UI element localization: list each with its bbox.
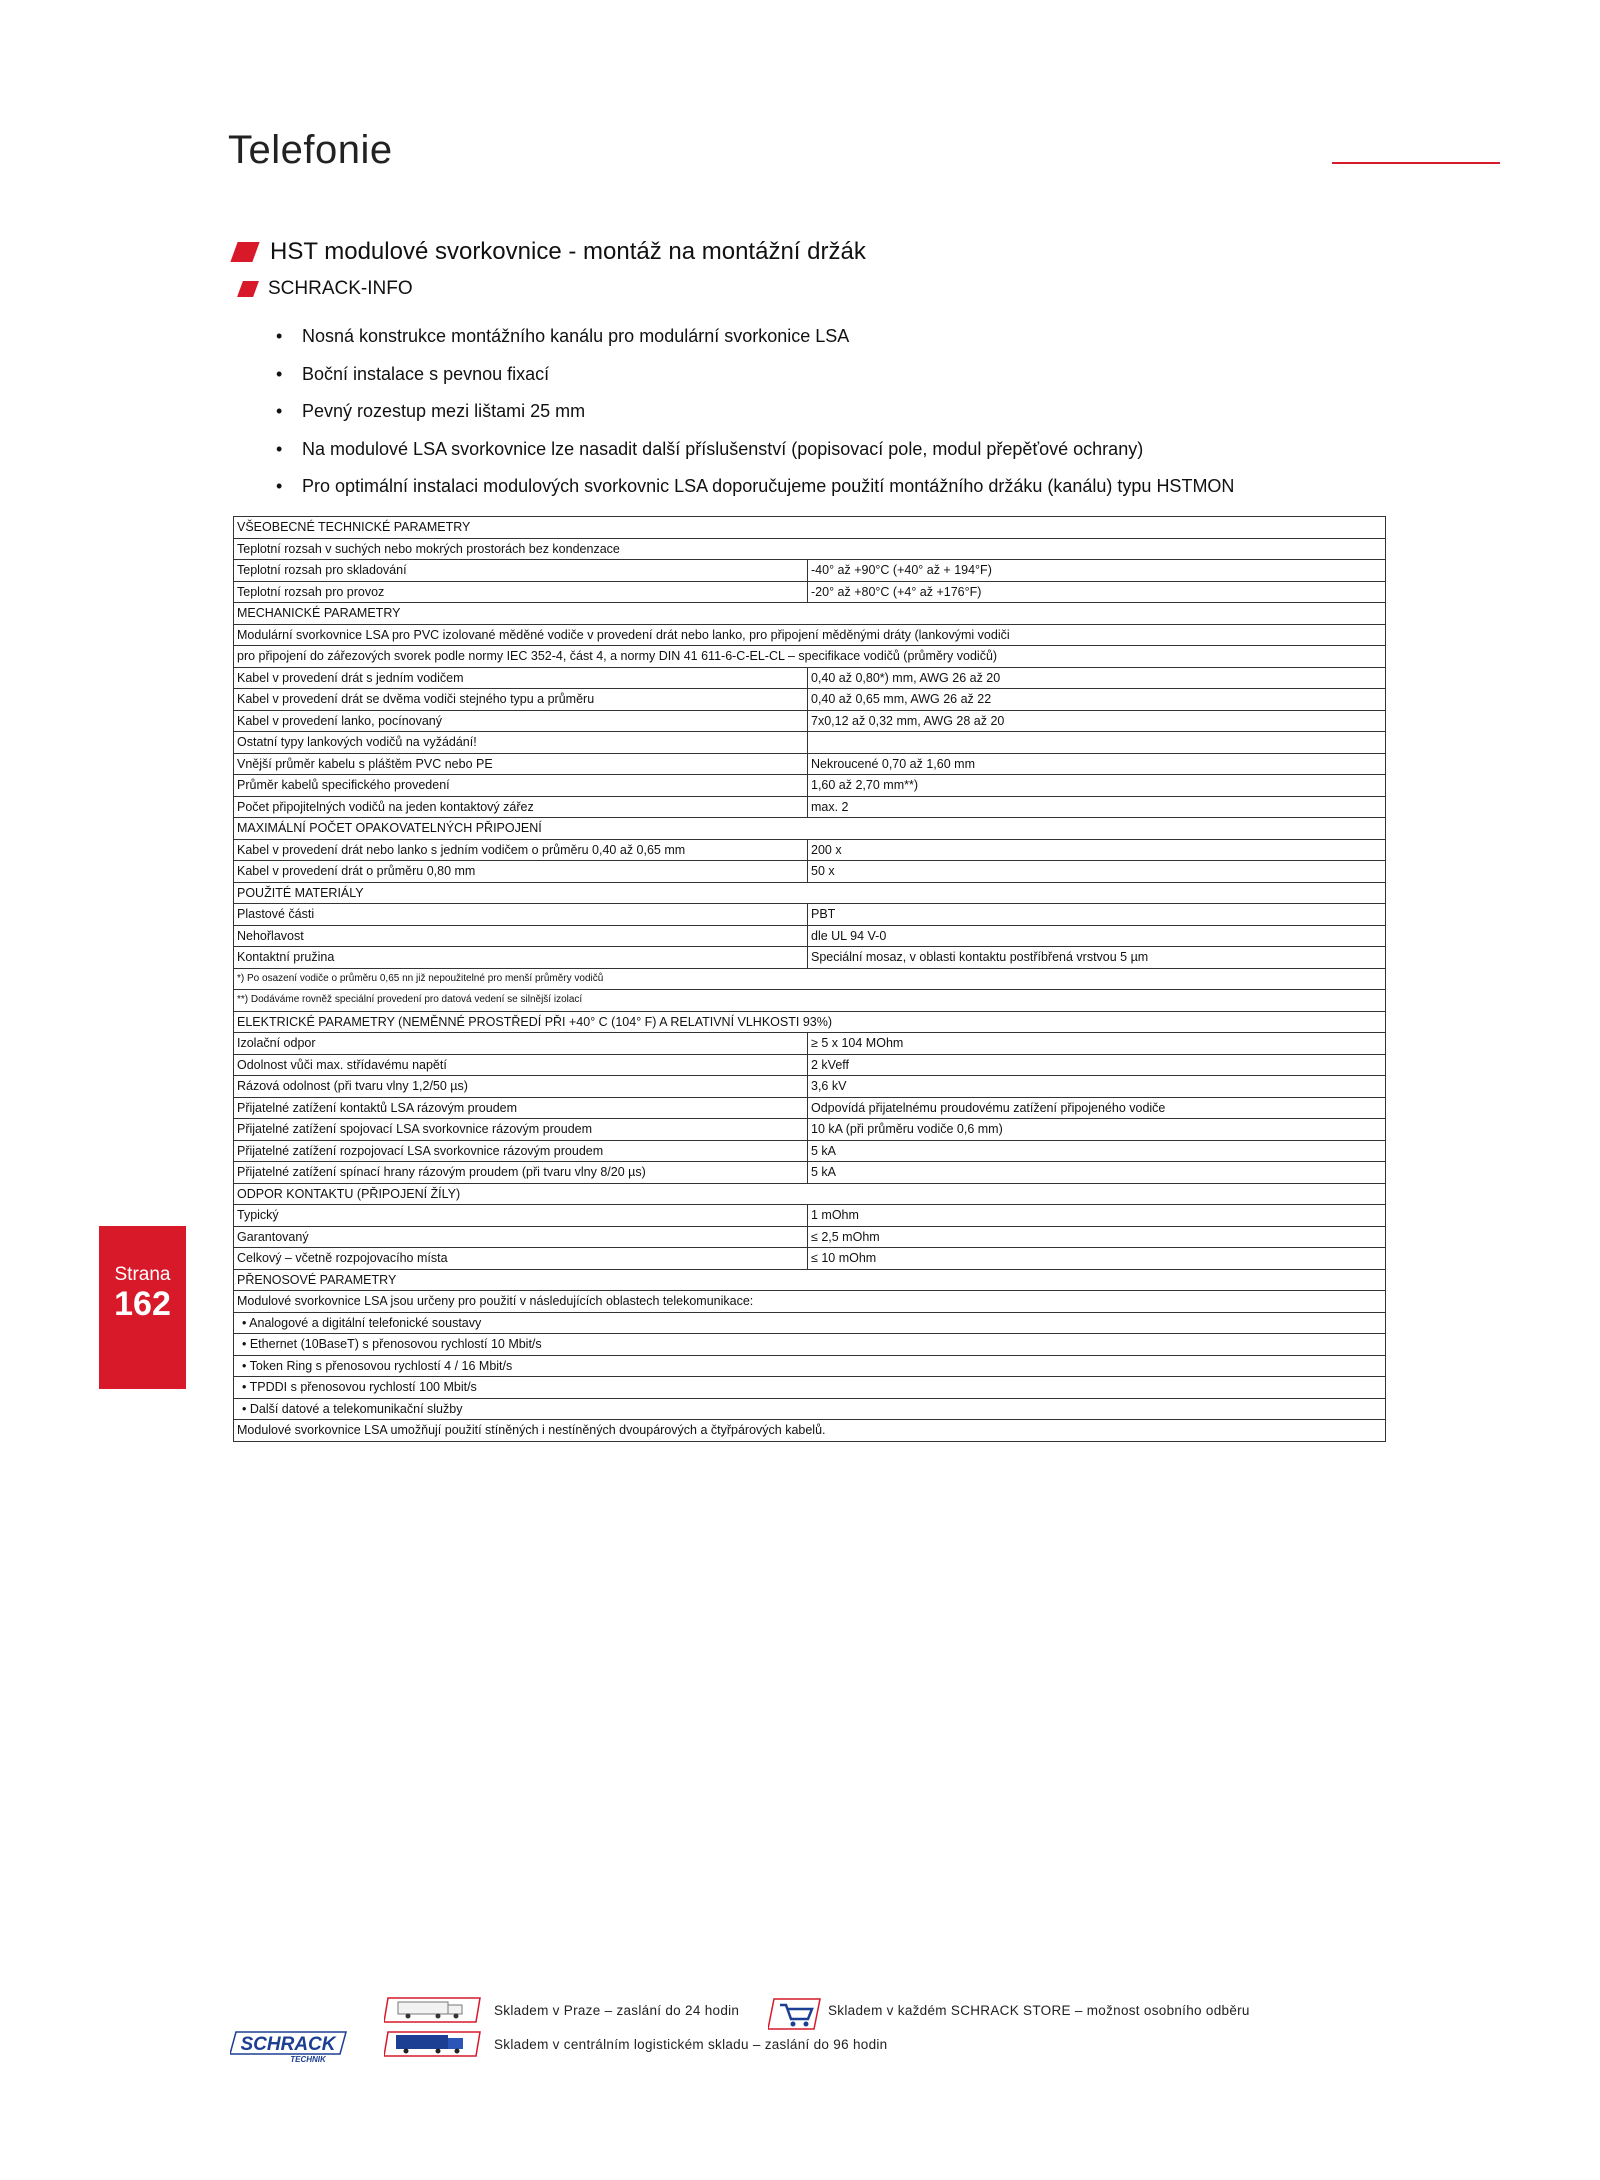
parameter-cell: Kabel v provedení drát o průměru 0,80 mm xyxy=(234,861,808,883)
table-row xyxy=(234,732,1386,754)
table-cell: Modulární svorkovnice LSA pro PVC izolované měděné vodiče v provedení drát nebo lanko, pro připojení měděnými dráty (lankovými vodiči xyxy=(234,624,1386,646)
table-row xyxy=(234,1140,1386,1162)
table-row xyxy=(234,1054,1386,1076)
value-cell: dle UL 94 V-0 xyxy=(808,925,1386,947)
parameter-cell: Plastové části xyxy=(234,904,808,926)
table-row xyxy=(234,1269,1386,1291)
table-cell: • Další datové a telekomunikační služby xyxy=(234,1398,1386,1420)
table-row xyxy=(234,947,1386,969)
red-flag-icon xyxy=(230,242,259,262)
table-cell: VŠEOBECNÉ TECHNICKÉ PARAMETRY xyxy=(234,517,1386,539)
table-row xyxy=(234,1334,1386,1356)
parameter-cell: Přijatelné zatížení rozpojovací LSA svorkovnice rázovým proudem xyxy=(234,1140,808,1162)
table-row xyxy=(234,667,1386,689)
parameter-cell: Počet připojitelných vodičů na jeden kontaktový zářez xyxy=(234,796,808,818)
table-cell: **) Dodáváme rovněž speciální provedení pro datová vedení se silnější izolací xyxy=(234,990,1386,1012)
table-row xyxy=(234,689,1386,711)
section-heading xyxy=(234,238,866,266)
page-number-badge xyxy=(99,1226,186,1389)
value-cell: 0,40 až 0,65 mm, AWG 26 až 22 xyxy=(808,689,1386,711)
value-cell: 200 x xyxy=(808,839,1386,861)
value-cell: ≥ 5 x 104 MOhm xyxy=(808,1033,1386,1055)
table-cell: • Analogové a digitální telefonické soustavy xyxy=(234,1312,1386,1334)
parameter-cell: Ostatní typy lankových vodičů na vyžádání! xyxy=(234,732,808,754)
truck-white-icon xyxy=(384,1996,484,2024)
value-cell: Speciální mosaz, v oblasti kontaktu postříbřená vrstvou 5 µm xyxy=(808,947,1386,969)
parameter-cell: Přijatelné zatížení spínací hrany rázovým proudem (při tvaru vlny 8/20 µs) xyxy=(234,1162,808,1184)
value-cell xyxy=(808,732,1386,754)
schrack-logo xyxy=(230,2028,348,2064)
table-row xyxy=(234,710,1386,732)
table-row xyxy=(234,560,1386,582)
table-row xyxy=(234,1033,1386,1055)
red-flag-icon xyxy=(237,281,259,297)
table-cell: *) Po osazení vodiče o průměru 0,65 nn již nepoužitelné pro menší průměry vodičů xyxy=(234,968,1386,990)
value-cell: 1 mOhm xyxy=(808,1205,1386,1227)
page-number: 162 xyxy=(114,1285,171,1323)
value-cell: 0,40 až 0,80*) mm, AWG 26 až 20 xyxy=(808,667,1386,689)
spec-table xyxy=(233,516,1386,1442)
table-row xyxy=(234,1205,1386,1227)
bullet-item: • Pro optimální instalaci modulových svorkovnic LSA doporučujeme použití montážního držáku (kanálu) typu HSTMON xyxy=(276,468,1234,506)
table-cell: MAXIMÁLNÍ POČET OPAKOVATELNÝCH PŘIPOJENÍ xyxy=(234,818,1386,840)
parameter-cell: Kabel v provedení drát nebo lanko s jedním vodičem o průměru 0,40 až 0,65 mm xyxy=(234,839,808,861)
value-cell: 3,6 kV xyxy=(808,1076,1386,1098)
parameter-cell: Garantovaný xyxy=(234,1226,808,1248)
table-row xyxy=(234,1119,1386,1141)
stock-prague-text: Skladem v Praze – zaslání do 24 hodin xyxy=(494,2003,740,2018)
section-heading-text: HST modulové svorkovnice - montáž na montážní držák xyxy=(270,238,866,265)
table-cell: POUŽITÉ MATERIÁLY xyxy=(234,882,1386,904)
logo-text: SCHRACK xyxy=(240,2034,336,2055)
parameter-cell: Vnější průměr kabelu s pláštěm PVC nebo PE xyxy=(234,753,808,775)
parameter-cell: Průměr kabelů specifického provedení xyxy=(234,775,808,797)
bullet-item: • Nosná konstrukce montážního kanálu pro modulární svorkonice LSA xyxy=(276,318,1234,356)
table-row xyxy=(234,796,1386,818)
table-row xyxy=(234,839,1386,861)
page-label: Strana xyxy=(114,1264,171,1285)
table-row xyxy=(234,624,1386,646)
parameter-cell: Izolační odpor xyxy=(234,1033,808,1055)
truck-blue-icon xyxy=(384,2030,484,2058)
stock-central-text: Skladem v centrálním logistickém skladu – zaslání do 96 hodin xyxy=(494,2037,888,2052)
table-cell: pro připojení do zářezových svorek podle normy IEC 352-4, část 4, a normy DIN 41 611-6-C-EL-CL – specifikace vodičů (průměry vodičů) xyxy=(234,646,1386,668)
value-cell: Odpovídá přijatelnému proudovému zatížení připojeného vodiče xyxy=(808,1097,1386,1119)
parameter-cell: Kontaktní pružina xyxy=(234,947,808,969)
value-cell: -20° až +80°C (+4° až +176°F) xyxy=(808,581,1386,603)
parameter-cell: Nehořlavost xyxy=(234,925,808,947)
table-cell: ODPOR KONTAKTU (PŘIPOJENÍ ŽÍLY) xyxy=(234,1183,1386,1205)
parameter-cell: Kabel v provedení drát se dvěma vodiči stejného typu a průměru xyxy=(234,689,808,711)
bullet-item: • Na modulové LSA svorkovnice lze nasadit další příslušenství (popisovací pole, modul přepěťové ochrany) xyxy=(276,431,1234,469)
table-cell: PŘENOSOVÉ PARAMETRY xyxy=(234,1269,1386,1291)
table-row xyxy=(234,646,1386,668)
value-cell: max. 2 xyxy=(808,796,1386,818)
parameter-cell: Teplotní rozsah pro skladování xyxy=(234,560,808,582)
table-cell: Teplotní rozsah v suchých nebo mokrých prostorách bez kondenzace xyxy=(234,538,1386,560)
table-row xyxy=(234,775,1386,797)
stock-store-text: Skladem v každém SCHRACK STORE – možnost osobního odběru xyxy=(828,2003,1250,2018)
table-row xyxy=(234,1097,1386,1119)
value-cell: -40° až +90°C (+40° až + 194°F) xyxy=(808,560,1386,582)
table-cell: • Ethernet (10BaseT) s přenosovou rychlostí 10 Mbit/s xyxy=(234,1334,1386,1356)
table-row xyxy=(234,1076,1386,1098)
table-row xyxy=(234,861,1386,883)
table-row xyxy=(234,1291,1386,1313)
parameter-cell: Kabel v provedení drát s jedním vodičem xyxy=(234,667,808,689)
shopping-cart-icon xyxy=(768,1997,822,2031)
value-cell: 7x0,12 až 0,32 mm, AWG 28 až 20 xyxy=(808,710,1386,732)
table-row xyxy=(234,753,1386,775)
value-cell: 5 kA xyxy=(808,1140,1386,1162)
sub-heading-text: SCHRACK-INFO xyxy=(268,278,413,299)
table-row xyxy=(234,1248,1386,1270)
info-bullet-list xyxy=(276,318,1234,506)
parameter-cell: Rázová odolnost (při tvaru vlny 1,2/50 µs) xyxy=(234,1076,808,1098)
table-row xyxy=(234,882,1386,904)
bullet-item: • Pevný rozestup mezi lištami 25 mm xyxy=(276,393,1234,431)
table-row xyxy=(234,1312,1386,1334)
table-row xyxy=(234,818,1386,840)
value-cell: 50 x xyxy=(808,861,1386,883)
table-row xyxy=(234,1377,1386,1399)
table-row xyxy=(234,1183,1386,1205)
value-cell: 10 kA (při průměru vodiče 0,6 mm) xyxy=(808,1119,1386,1141)
value-cell: PBT xyxy=(808,904,1386,926)
table-cell: ELEKTRICKÉ PARAMETRY (NEMĚNNÉ PROSTŘEDÍ PŘI +40° C (104° F) A RELATIVNÍ VLHKOSTI 93%) xyxy=(234,1011,1386,1033)
parameter-cell: Přijatelné zatížení spojovací LSA svorkovnice rázovým proudem xyxy=(234,1119,808,1141)
table-row xyxy=(234,1011,1386,1033)
table-cell: • TPDDI s přenosovou rychlostí 100 Mbit/s xyxy=(234,1377,1386,1399)
table-cell: Modulové svorkovnice LSA umožňují použití stíněných i nestíněných dvoupárových a čtyřpárových kabelů. xyxy=(234,1420,1386,1442)
value-cell: 2 kVeff xyxy=(808,1054,1386,1076)
parameter-cell: Celkový – včetně rozpojovacího místa xyxy=(234,1248,808,1270)
parameter-cell: Typický xyxy=(234,1205,808,1227)
title-rule xyxy=(1332,162,1500,164)
parameter-cell: Kabel v provedení lanko, pocínovaný xyxy=(234,710,808,732)
logo-subtext: TECHNIK xyxy=(290,2055,326,2064)
page-title: Telefonie xyxy=(228,128,393,172)
table-row xyxy=(234,968,1386,990)
bullet-item: • Boční instalace s pevnou fixací xyxy=(276,356,1234,394)
sub-heading xyxy=(240,278,413,300)
table-row xyxy=(234,1355,1386,1377)
table-row xyxy=(234,603,1386,625)
table-row xyxy=(234,1226,1386,1248)
table-row xyxy=(234,581,1386,603)
table-row xyxy=(234,990,1386,1012)
table-cell: • Token Ring s přenosovou rychlostí 4 / 16 Mbit/s xyxy=(234,1355,1386,1377)
table-cell: MECHANICKÉ PARAMETRY xyxy=(234,603,1386,625)
value-cell: ≤ 10 mOhm xyxy=(808,1248,1386,1270)
table-row xyxy=(234,1420,1386,1442)
parameter-cell: Přijatelné zatížení kontaktů LSA rázovým proudem xyxy=(234,1097,808,1119)
parameter-cell: Odolnost vůči max. střídavému napětí xyxy=(234,1054,808,1076)
table-row xyxy=(234,925,1386,947)
value-cell: ≤ 2,5 mOhm xyxy=(808,1226,1386,1248)
value-cell: Nekroucené 0,70 až 1,60 mm xyxy=(808,753,1386,775)
value-cell: 5 kA xyxy=(808,1162,1386,1184)
table-row xyxy=(234,1398,1386,1420)
table-row xyxy=(234,904,1386,926)
parameter-cell: Teplotní rozsah pro provoz xyxy=(234,581,808,603)
table-row xyxy=(234,1162,1386,1184)
table-row xyxy=(234,517,1386,539)
value-cell: 1,60 až 2,70 mm**) xyxy=(808,775,1386,797)
table-row xyxy=(234,538,1386,560)
table-cell: Modulové svorkovnice LSA jsou určeny pro použití v následujících oblastech telekomunikace: xyxy=(234,1291,1386,1313)
